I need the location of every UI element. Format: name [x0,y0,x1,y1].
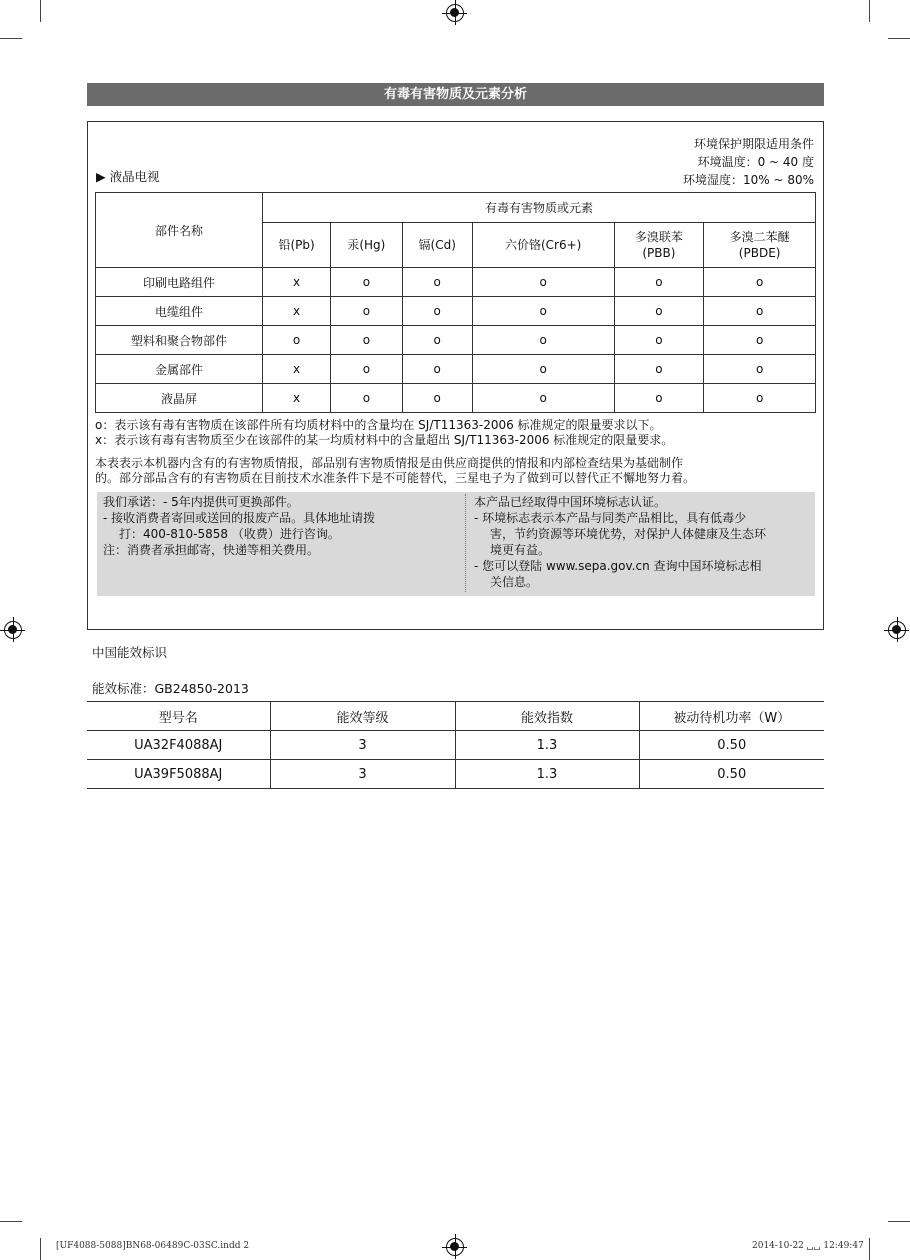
note-x: x：表示该有毒有害物质至少在该部件的某一均质材料中的含量超出 SJ/T11363-2006 标准规定的限量要求。 [95,433,674,447]
table-cell: o [472,384,614,413]
promise-column [103,494,463,558]
substance-header: 镉(Cd) [402,223,472,268]
cert-line: 关信息。 [490,575,539,589]
table-cell: 0.50 [639,760,824,789]
crop-mark [888,1221,910,1222]
table-cell: o [704,384,816,413]
table-row [96,297,816,326]
table-cell: o [614,326,704,355]
crop-mark [0,1221,22,1222]
registration-mark-icon [446,4,464,22]
energy-table [87,701,824,789]
cert-line: 本产品已经取得中国环境标志认证。 [474,495,667,509]
registration-mark-icon [446,1238,464,1256]
table-cell: o [331,384,402,413]
registration-mark-icon [4,621,22,639]
table-cell: 3 [270,760,455,789]
description [95,456,820,486]
part-name: 塑料和聚合物部件 [96,326,263,355]
table-cell: o [704,297,816,326]
column-header: 被动待机功率（W） [639,702,824,731]
table-row [87,731,824,760]
table-cell: o [331,268,402,297]
table-cell: o [472,268,614,297]
promise-line: 打：400-810-5858 （收费）进行咨询。 [119,527,340,541]
part-name: 液晶屏 [96,384,263,413]
model-name: UA39F5088AJ [87,760,270,789]
registration-mark-icon [888,621,906,639]
substance-header: 六价铬(Cr6+) [472,223,614,268]
environment-conditions [683,135,814,189]
table-cell: o [331,355,402,384]
table-cell: o [402,297,472,326]
table-row [96,384,816,413]
promise-line: 我们承诺：- 5年内提供可更换部件。 [103,495,299,509]
product-label: ▶ 液晶电视 [96,169,160,184]
substance-header: 汞(Hg) [331,223,402,268]
table-cell: o [402,268,472,297]
table-row [87,760,824,789]
promise-line: 注：消费者承担邮寄，快递等相关费用。 [103,543,320,557]
cert-line: - 环境标志表示本产品与同类产品相比，具有低毒少 [474,511,747,525]
env-temperature: 环境温度：0 ~ 40 度 [697,155,814,169]
table-cell: o [704,355,816,384]
table-cell: o [402,355,472,384]
table-row [96,326,816,355]
table-row [96,268,816,297]
description-line: 的。部分部品含有的有害物质在目前技术水准条件下是不可能替代，三星电子为了做到可以替代正不懈地努力着。 [95,471,696,485]
table-cell: o [614,355,704,384]
crop-mark [869,0,870,22]
table-cell: o [402,384,472,413]
table-cell: 1.3 [455,731,639,760]
energy-standard: 能效标准：GB24850-2013 [92,681,249,696]
table-cell: o [402,326,472,355]
part-name: 电缆组件 [96,297,263,326]
column-header: 能效等级 [270,702,455,731]
hazard-table [95,192,816,413]
table-cell: o [472,355,614,384]
table-cell: o [472,297,614,326]
note-o: o：表示该有毒有害物质在该部件所有均质材料中的含量均在 SJ/T11363-2006 标准规定的限量要求以下。 [95,418,662,432]
table-cell: o [614,297,704,326]
crop-mark [869,1238,870,1260]
substance-header: 多溴联苯 (PBB) [614,223,704,268]
table-cell: o [704,268,816,297]
model-name: UA32F4088AJ [87,731,270,760]
cert-line: - 您可以登陆 www.sepa.gov.cn 查询中国环境标志相 [474,559,762,573]
section-banner: 有毒有害物质及元素分析 [87,83,824,106]
env-title: 环境保护期限适用条件 [693,137,814,151]
crop-mark [40,0,41,22]
file-slug: [UF4088-5088]BN68-06489C-03SC.indd 2 [56,1241,250,1251]
part-header: 部件名称 [96,193,263,268]
table-cell: o [704,326,816,355]
table-cell: 3 [270,731,455,760]
table-cell: x [263,268,331,297]
column-header: 型号名 [87,702,270,731]
substance-header: 多溴二苯醚 (PBDE) [704,223,816,268]
crop-mark [40,1238,41,1260]
info-box [97,492,815,596]
crop-mark [0,38,22,39]
table-cell: 1.3 [455,760,639,789]
table-cell: o [472,326,614,355]
env-humidity: 环境湿度：10% ~ 80% [682,173,814,187]
promise-line: - 接收消费者寄回或送回的报废产品。具体地址请拨 [103,511,376,525]
table-cell: o [614,268,704,297]
group-header: 有毒有害物质或元素 [263,193,816,223]
hazard-frame [87,121,824,630]
table-cell: x [263,384,331,413]
legend-notes [95,418,673,448]
substance-header: 铅(Pb) [263,223,331,268]
table-cell: x [263,297,331,326]
cert-line: 害，节约资源等环境优势，对保护人体健康及生态环 [490,527,767,541]
column-header: 能效指数 [455,702,639,731]
date-slug: 2014-10-22 ␣␣ 12:49:47 [752,1241,864,1251]
energy-label-title: 中国能效标识 [92,645,168,660]
cert-line: 境更有益。 [490,543,551,557]
table-cell: o [331,297,402,326]
table-cell: o [263,326,331,355]
table-cell: 0.50 [639,731,824,760]
table-row [96,355,816,384]
part-name: 金属部件 [96,355,263,384]
part-name: 印刷电路组件 [96,268,263,297]
table-cell: o [331,326,402,355]
table-cell: o [614,384,704,413]
crop-mark [888,38,910,39]
certification-column [465,494,813,592]
table-cell: x [263,355,331,384]
description-line: 本表表示本机器内含有的有害物质情报，部品别有害物质情报是由供应商提供的情报和内部检查结果为基础制作 [95,456,684,470]
